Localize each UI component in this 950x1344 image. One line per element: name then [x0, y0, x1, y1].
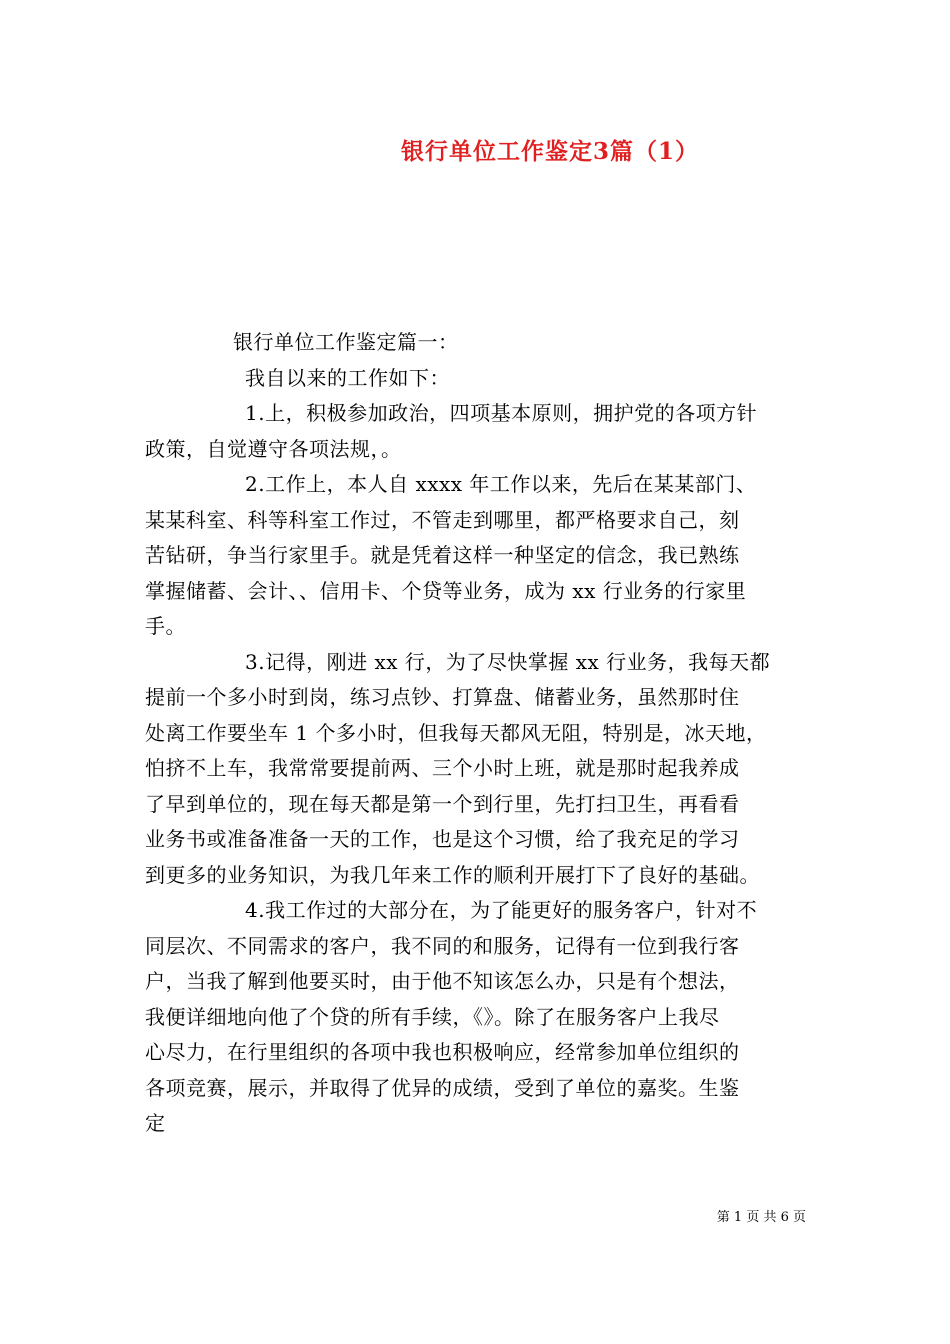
paragraph-line: 业务书或准备准备一天的工作，也是这个习惯，给了我充足的学习 [145, 827, 740, 851]
paragraph-line: 3.记得，刚进 xx 行，为了尽快掌握 xx 行业务，我每天都 [245, 649, 771, 674]
paragraph-1 [145, 396, 810, 467]
paragraph-line: 手。 [145, 614, 186, 638]
paragraph-line: 怕挤不上车，我常常要提前两、三个小时上班，就是那时起我养成 [145, 756, 740, 780]
paragraph-line: 政策，自觉遵守各项法规，。 [145, 436, 402, 461]
paragraph-line: 定 [145, 1111, 166, 1135]
paragraph-line: 户，当我了解到他要买时，由于他不知该怎么办，只是有个想法， [145, 969, 740, 993]
paragraph-3 [145, 645, 810, 894]
paragraph-line: 掌握储蓄、会计、、信用卡、个贷等业务，成为 xx 行业务的行家里 [145, 578, 747, 603]
paragraph-line: 到更多的业务知识，为我几年来工作的顺利开展打下了良好的基础。 [145, 862, 760, 887]
paragraph-line: 了早到单位的，现在每天都是第一个到行里，先打扫卫生，再看看 [145, 791, 740, 816]
intro-line: 我自以来的工作如下： [245, 365, 450, 390]
paragraph-line: 苦钻研，争当行家里手。就是凭着这样一种坚定的信念，我已熟练 [145, 543, 740, 567]
paragraph-line: 1.上，积极参加政治，四项基本原则，拥护党的各项方针 [245, 401, 758, 425]
paragraph-line: 同层次、不同需求的客户，我不同的和服务，记得有一位到我行客 [145, 933, 740, 958]
paragraph-line: 各项竞赛，展示，并取得了优异的成绩，受到了单位的嘉奖。生鉴 [145, 1075, 740, 1100]
page-number: 第 1 页 共 6 页 [716, 1210, 806, 1225]
paragraph-line: 我便详细地向他了个贷的所有手续，《》。除了在服务客户上我尽 [145, 1004, 720, 1029]
paragraph-2 [145, 467, 810, 645]
paragraph-line: 处离工作要坐车 1 个多小时，但我每天都风无阻，特别是，冰天地， [145, 720, 767, 745]
paragraph-line: 心尽力，在行里组织的各项中我也积极响应，经常参加单位组织的 [145, 1040, 740, 1064]
document-title: 银行单位工作鉴定3篇（1） [400, 138, 699, 165]
paragraph-line: 提前一个多小时到岗，练习点钞、打算盘、储蓄业务，虽然那时住 [145, 685, 740, 709]
document-body [145, 325, 810, 1142]
paragraph-line: 某某科室、科等科室工作过，不管走到哪里，都严格要求自己，刻 [145, 507, 740, 532]
paragraph-line: 4.我工作过的大部分在，为了能更好的服务客户，针对不 [245, 898, 758, 922]
paragraph-4 [145, 893, 810, 1142]
section-heading: 银行单位工作鉴定篇一： [233, 330, 459, 354]
paragraph-line: 2.工作上，本人自 xxxx 年工作以来，先后在某某部门、 [245, 472, 757, 496]
